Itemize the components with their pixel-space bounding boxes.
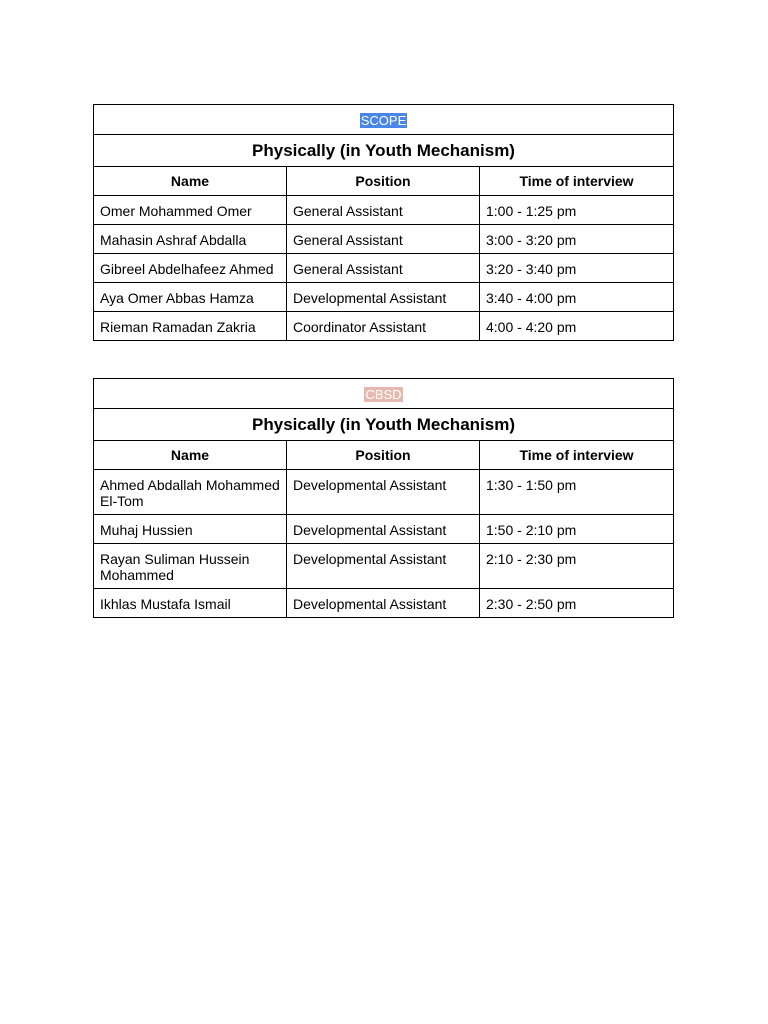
table-row [94, 283, 674, 312]
cell-name: Mahasin Ashraf Abdalla [94, 225, 287, 254]
org-row [94, 105, 674, 135]
cell-time: 1:00 - 1:25 pm [480, 196, 674, 225]
cell-time: 2:30 - 2:50 pm [480, 589, 674, 618]
cell-name: Muhaj Hussien [94, 515, 287, 544]
cell-name: Aya Omer Abbas Hamza [94, 283, 287, 312]
cell-time: 3:00 - 3:20 pm [480, 225, 674, 254]
cell-position: General Assistant [287, 225, 480, 254]
header-row [94, 167, 674, 196]
table-row [94, 589, 674, 618]
cell-time: 1:30 - 1:50 pm [480, 470, 674, 515]
table-row [94, 254, 674, 283]
cell-name: Rayan Suliman Hussein Mohammed [94, 544, 287, 589]
cell-name: Gibreel Abdelhafeez Ahmed [94, 254, 287, 283]
column-header-time: Time of interview [480, 167, 674, 196]
table-title: Physically (in Youth Mechanism) [94, 409, 674, 441]
title-row [94, 135, 674, 167]
cell-name: Ikhlas Mustafa Ismail [94, 589, 287, 618]
column-header-position: Position [287, 441, 480, 470]
cell-position: Coordinator Assistant [287, 312, 480, 341]
cell-name: Omer Mohammed Omer [94, 196, 287, 225]
cell-position: General Assistant [287, 196, 480, 225]
cell-time: 3:40 - 4:00 pm [480, 283, 674, 312]
table-row [94, 515, 674, 544]
table-row [94, 544, 674, 589]
header-row [94, 441, 674, 470]
org-label: CBSD [365, 386, 402, 402]
scope-schedule-table [93, 104, 674, 341]
column-header-name: Name [94, 441, 287, 470]
cell-time: 3:20 - 3:40 pm [480, 254, 674, 283]
cell-position: Developmental Assistant [287, 470, 480, 515]
cell-time: 2:10 - 2:30 pm [480, 544, 674, 589]
cell-time: 4:00 - 4:20 pm [480, 312, 674, 341]
cell-position: Developmental Assistant [287, 544, 480, 589]
table-title: Physically (in Youth Mechanism) [94, 135, 674, 167]
column-header-time: Time of interview [480, 441, 674, 470]
cell-name: Ahmed Abdallah Mohammed El-Tom [94, 470, 287, 515]
org-label: SCOPE [360, 112, 407, 128]
column-header-name: Name [94, 167, 287, 196]
org-cell [94, 105, 674, 135]
table-row [94, 196, 674, 225]
cell-position: Developmental Assistant [287, 515, 480, 544]
org-row [94, 379, 674, 409]
cell-position: Developmental Assistant [287, 589, 480, 618]
cbsd-schedule-table [93, 378, 674, 618]
table-row [94, 312, 674, 341]
table-row [94, 470, 674, 515]
cell-time: 1:50 - 2:10 pm [480, 515, 674, 544]
table-row [94, 225, 674, 254]
org-cell [94, 379, 674, 409]
title-row [94, 409, 674, 441]
column-header-position: Position [287, 167, 480, 196]
cell-position: Developmental Assistant [287, 283, 480, 312]
cell-position: General Assistant [287, 254, 480, 283]
cell-name: Rieman Ramadan Zakria [94, 312, 287, 341]
